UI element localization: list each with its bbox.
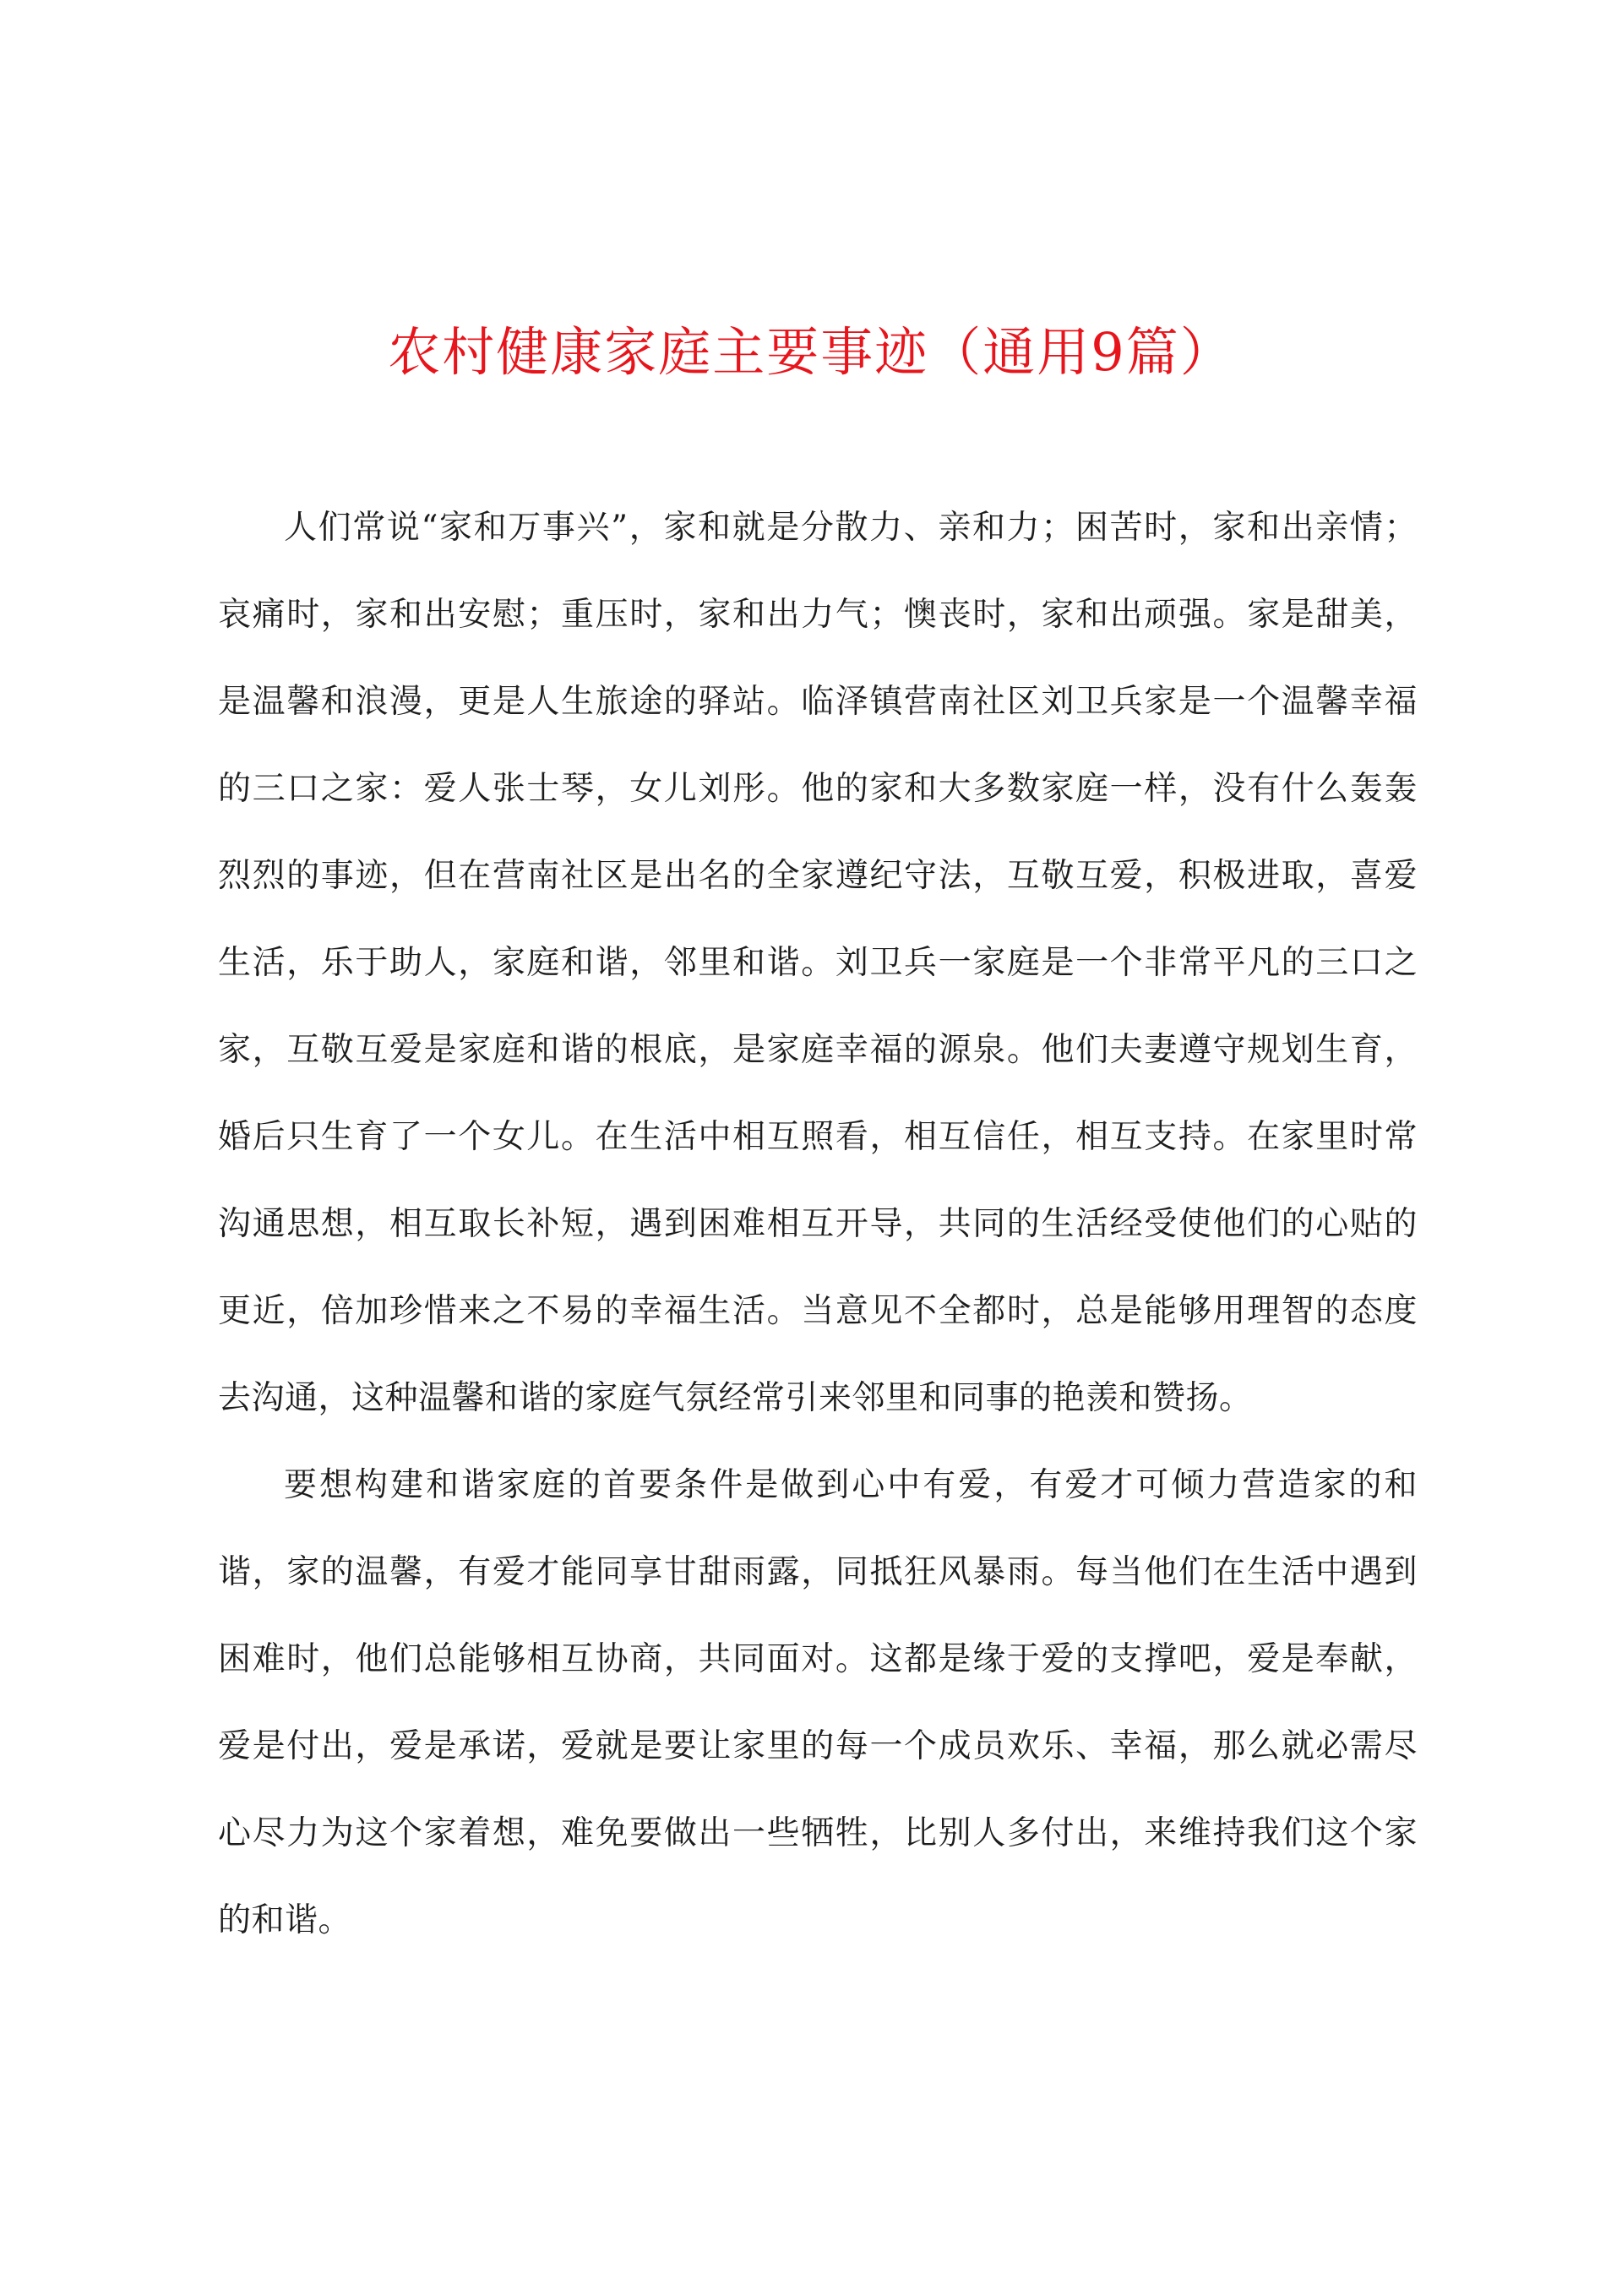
document-title: 农村健康家庭主要事迹（通用9篇） xyxy=(388,321,1234,383)
paragraph-2: 要想构建和谐家庭的首要条件是做到心中有爱，有爱才可倾力营造家的和谐，家的温馨，有爱才能同享甘甜雨露，同抵狂风暴雨。每当他们在生活中遇到困难时，他们总能够相互协商，共同面对。这都是缘于爱的支撑吧，爱是奉献，爱是付出，爱是承诺，爱就是要让家里的每一个成员欢乐、幸福，那么就必需尽心尽力为这个家着想，难免要做出一些牺牲，比别人多付出，来维持我们这个家的和谐。 xyxy=(218,1466,1418,1939)
paragraph-1: 人们常说“家和万事兴”，家和就是分散力、亲和力；困苦时，家和出亲情；哀痛时，家和出安慰；重压时，家和出力气；懊丧时，家和出顽强。家是甜美，是温馨和浪漫，更是人生旅途的驿站。临泽镇营南社区刘卫兵家是一个温馨幸福的三口之家：爱人张士琴，女儿刘彤。他的家和大多数家庭一样，没有什么轰轰烈烈的事迹，但在营南社区是出名的全家遵纪守法，互敬互爱，积极进取，喜爱生活，乐于助人，家庭和谐，邻里和谐。刘卫兵一家庭是一个非常平凡的三口之家，互敬互爱是家庭和谐的根底，是家庭幸福的源泉。他们夫妻遵守规划生育，婚后只生育了一个女儿。在生活中相互照看，相互信任，相互支持。在家里时常沟通思想，相互取长补短，遇到困难相互开导，共同的生活经受使他们的心贴的更近，倍加珍惜来之不易的幸福生活。当意见不全都时，总是能够用理智的态度去沟通，这种温馨和谐的家庭气氛经常引来邻里和同事的艳羡和赞扬。 xyxy=(218,509,1418,1417)
document-body xyxy=(218,484,1418,1964)
